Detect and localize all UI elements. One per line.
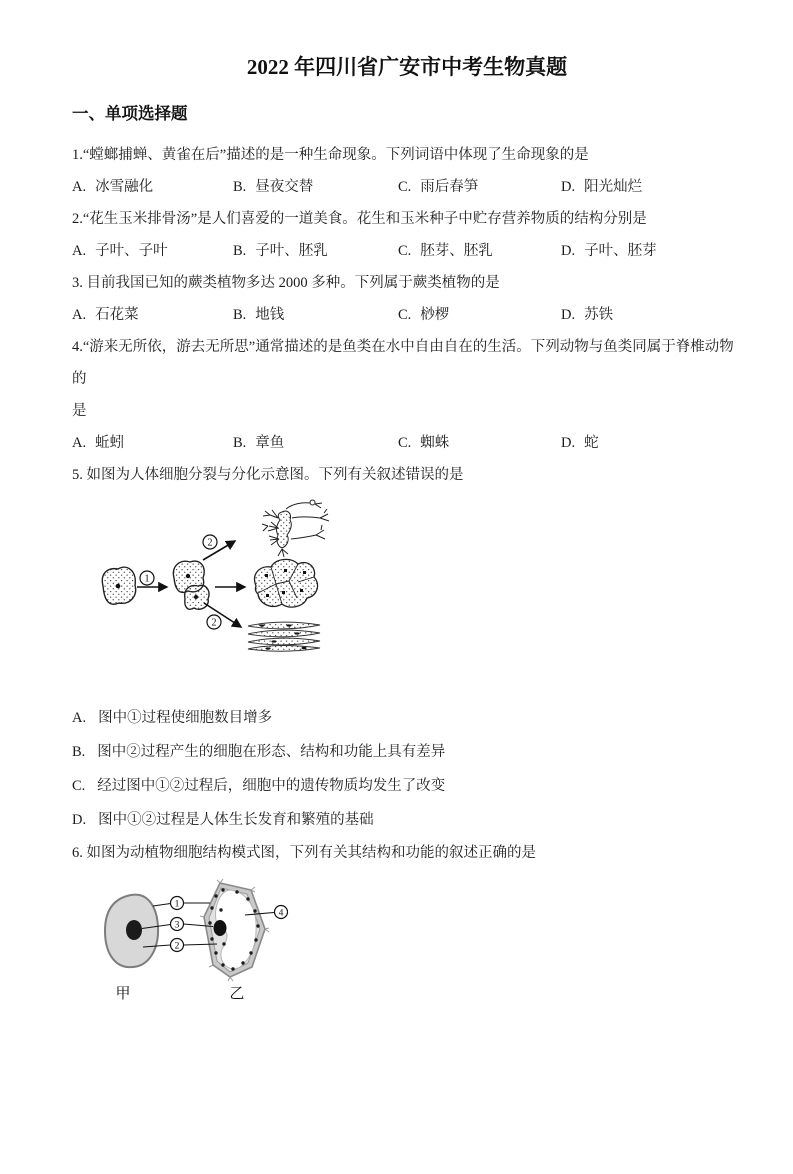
option-b [233,171,398,203]
page-content [0,52,793,1012]
option-text: 阳光灿烂 [584,179,643,195]
membrane-label-badge [171,897,184,910]
svg-text:2: 2 [207,537,213,549]
plant-cell-caption: 乙 [229,986,245,1002]
option-label: B. [233,435,247,451]
option-text: 图中①②过程是人体生长发育和繁殖的基础 [98,812,374,828]
cytoplasm-label-badge [171,939,184,952]
step-2-bottom-badge [207,615,221,629]
option-label: D. [561,435,576,451]
option-d [72,803,742,837]
question-3-options [72,299,742,331]
option-b [233,299,398,331]
option-label: C. [398,243,412,259]
svg-text:3: 3 [174,920,180,931]
option-label: D. [561,243,576,259]
option-a [72,427,233,459]
question-6-stem: 6. 如图为动植物细胞结构模式图，下列有关其结构和功能的叙述正确的是 [72,845,536,861]
option-text: 胚芽、胚乳 [420,243,493,259]
option-label: A. [72,307,87,323]
option-text: 桫椤 [420,307,450,323]
option-a [72,299,233,331]
option-c [398,235,561,267]
svg-text:4: 4 [278,908,284,919]
question-2-options [72,235,742,267]
question-5-options [72,701,742,837]
animal-plant-cell-figure [95,877,305,1012]
svg-text:2: 2 [174,941,180,952]
option-text: 苏铁 [584,307,614,323]
option-text: 经过图中①②过程后，细胞中的遗传物质均发生了改变 [97,778,446,794]
nucleus-label-badge [171,918,184,931]
option-label: B. [72,744,86,760]
question-2-stem: 2.“花生玉米排骨汤”是人们喜爱的一道美食。花生和玉米种子中贮存营养物质的结构分别是 [72,211,647,227]
option-text: 石花菜 [95,307,139,323]
nerve-cell [262,500,329,557]
option-text: 地钱 [255,307,285,323]
option-label: A. [72,179,87,195]
question-4-stem-line2: 是 [72,403,87,419]
page-title: 2022 年四川省广安市中考生物真题 [246,55,568,79]
option-text: 图中①过程使细胞数目增多 [98,710,273,726]
option-label: C. [398,179,412,195]
option-a [72,235,233,267]
animal-cell [105,895,158,968]
option-label: A. [72,710,87,726]
epithelial-tissue [255,559,318,607]
option-b [233,235,398,267]
option-text: 章鱼 [255,435,285,451]
option-text: 冰雪融化 [95,179,154,195]
option-c [72,769,742,803]
option-label: A. [72,435,87,451]
option-label: C. [72,778,86,794]
question-4-options [72,427,742,459]
question-1-stem: 1.“螳螂捕蝉、黄雀在后”描述的是一种生命现象。下列词语中体现了生命现象的是 [72,147,589,163]
cell-structure-figure-wrapper [95,877,742,1012]
section-heading: 一、单项选择题 [72,104,188,123]
option-label: A. [72,243,87,259]
option-text: 雨后春笋 [420,179,479,195]
option-label: C. [398,435,412,451]
option-c [398,171,561,203]
question-1-options [72,171,742,203]
option-d [561,171,742,203]
option-label: D. [72,812,87,828]
question-4-stem-line1: 4.“游来无所依，游去无所思”通常描述的是鱼类在水中自由自在的生活。下列动物与鱼类同属于脊椎动物的 [72,339,734,387]
cell-division-figure-wrapper [90,494,742,654]
step-1-badge [140,571,154,585]
option-b [72,735,742,769]
question-5-stem: 5. 如图为人体细胞分裂与分化示意图。下列有关叙述错误的是 [72,467,464,483]
option-text: 子叶、胚乳 [255,243,328,259]
option-c [398,299,561,331]
plant-cell [200,879,269,981]
option-a [72,701,742,735]
option-label: B. [233,179,247,195]
parent-cell [102,567,135,604]
svg-text:1: 1 [174,899,180,910]
option-text: 蚯蚓 [95,435,125,451]
muscle-fibers [248,622,320,651]
option-a [72,171,233,203]
option-text: 图中②过程产生的细胞在形态、结构和功能上具有差异 [97,744,446,760]
option-label: B. [233,307,247,323]
option-text: 蛇 [584,435,599,451]
option-text: 蜘蛛 [420,435,450,451]
plant-cell-nucleus [214,920,227,936]
animal-cell-nucleus [126,920,142,940]
question-3-stem: 3. 目前我国已知的蕨类植物多达 2000 多种。下列属于蕨类植物的是 [72,275,500,291]
option-label: C. [398,307,412,323]
option-label: D. [561,179,576,195]
option-text: 子叶、子叶 [95,243,168,259]
step-2-top-badge [203,535,217,549]
option-d [561,299,742,331]
vacuole-label-badge [275,906,288,919]
animal-cell-caption: 甲 [115,986,131,1002]
svg-text:1: 1 [144,573,150,585]
exam-page [0,52,793,1174]
cell-division-differentiation-figure [90,494,335,654]
svg-text:2: 2 [211,617,217,629]
option-label: B. [233,243,247,259]
option-d [561,427,742,459]
option-label: D. [561,307,576,323]
option-c [398,427,561,459]
daughter-cells [173,561,209,609]
option-b [233,427,398,459]
option-text: 昼夜交替 [255,179,314,195]
option-text: 子叶、胚芽 [584,243,657,259]
option-d [561,235,742,267]
